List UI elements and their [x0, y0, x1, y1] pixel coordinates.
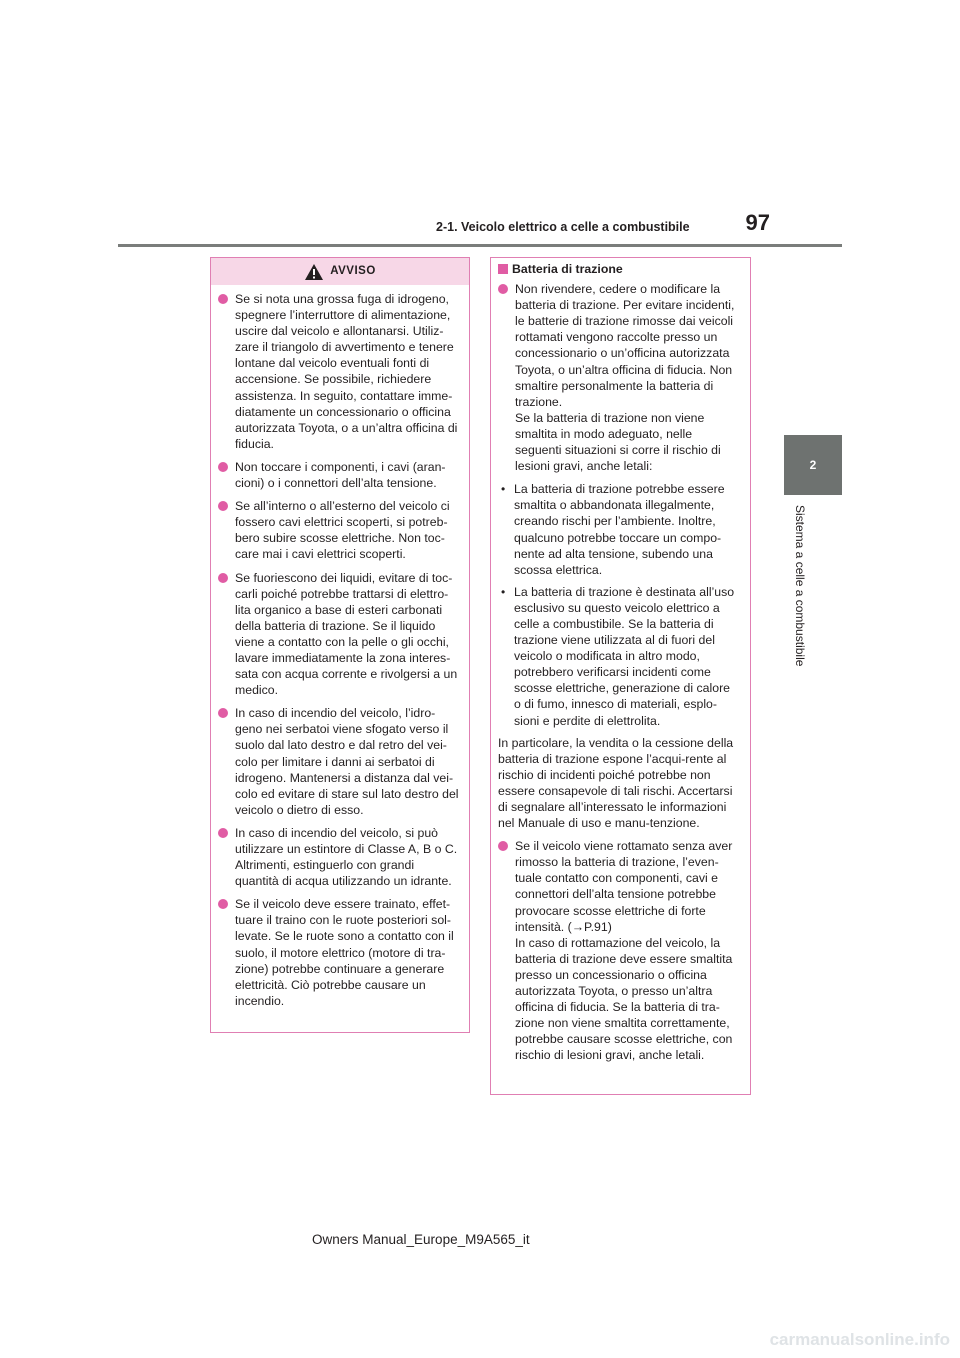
bullet-icon	[218, 828, 228, 838]
bullet-icon	[218, 573, 228, 583]
warning-item-text: Se all’interno o all’esterno del veicolo ci fossero cavi elettrici scoperti, si potreb-bero subire scosse elettriche. Non toc-care mai i cavi elettrici scoperti.	[235, 499, 450, 562]
traction-dot-item	[498, 481, 740, 578]
traction-paragraph: In particolare, la vendita o la cessione della batteria di trazione espone l’acqui-rente al rischio di incidenti poiché potrebbe non essere consapevole di tali rischi. Accertarsi di segnalare all’interessato le informazioni nel Manuale di uso e manu-tenzione.	[498, 735, 734, 831]
warning-heading: AVVISO	[330, 265, 376, 278]
section-title: 2-1. Veicolo elettrico a celle a combustibile	[436, 220, 690, 234]
traction-item-text: Se il veicolo viene rottamato senza aver rimosso la batteria di trazione, l’even-tuale contatto con componenti, cavi e connettori dell’alta tensione potrebbe provocare scosse elettriche di forte intensità. (→P.91)	[515, 839, 733, 934]
traction-dot-text: La batteria di trazione potrebbe essere smaltita o abbandonata illegalmente, creando rischi per l’ambiente. Inoltre, qualcuno potrebbe toccare un compo-nente ad alta tensione, subendo una scossa elettrica.	[514, 482, 725, 577]
bullet-icon	[218, 708, 228, 718]
traction-item-text: Non rivendere, cedere o modificare la batteria di trazione. Per evitare incidenti, le batterie di trazione rimosse dai veicoli rottamati vengono raccolte presso un concessionario o un’officina autorizzata Toyota, o un’altra officina di fiducia. Non smaltire personalmente la batteria di trazione.	[515, 282, 735, 409]
warning-item-text: In caso di incendio del veicolo, si può utilizzare un estintore di Classe A, B o C. Altrimenti, estinguerlo con grandi quantità di acqua utilizzando un idrante.	[235, 825, 458, 889]
warning-item	[218, 825, 459, 889]
page-number: 97	[745, 210, 770, 235]
warning-item-text: Se si nota una grossa fuga di idrogeno, spegnere l’interruttore di alimentazione, uscire dal veicolo e allontanarsi. Utiliz-zare il triangolo di avvertimento e tenere lontane dal veicolo eventuali fonti di accensione. Se possibile, richiedere assistenza. In seguito, contattare imme-diatamente un concessionario o officina autorizzata Toyota, o a un’altra officina di fiducia.	[235, 292, 458, 451]
traction-body	[491, 258, 750, 1077]
header-divider	[118, 244, 842, 247]
traction-item-text: Se la batteria di trazione non viene smaltita in modo adeguato, nelle seguenti situazioni si corre il rischio di lesioni gravi, anche letali:	[515, 410, 721, 474]
warning-item	[218, 896, 459, 1009]
dot-bullet-icon: •	[501, 584, 506, 599]
square-bullet-icon	[498, 264, 508, 274]
dot-bullet-icon: •	[501, 482, 506, 497]
warning-item	[218, 459, 459, 491]
bullet-icon	[218, 294, 228, 304]
warning-item	[218, 498, 459, 562]
bullet-icon	[498, 284, 508, 294]
warning-item-text: In caso di incendio del veicolo, l’idro-geno nei serbatoi viene sfogato verso il suolo dal lato destro e dal retro del vei-colo per limitare i danni ai serbatoi di idrogeno. Mantenersi a distanza dal vei-colo ed evitare di stare sul lato destro del veicolo o dietro di esso.	[235, 706, 459, 817]
warning-item	[218, 705, 459, 818]
bullet-icon	[218, 899, 228, 909]
bullet-icon	[218, 501, 228, 511]
warning-item-text: Se il veicolo deve essere trainato, effet-tuare il traino con le ruote posteriori sol-levate. Se le ruote sono a contatto con il suolo, il motore elettrico (motore di tra-zione) potrebbe continuare a generare elettricità. Ciò potrebbe causare un incendio.	[235, 897, 454, 1008]
warning-item	[218, 570, 459, 699]
warning-item-text: Se fuoriescono dei liquidi, evitare di toc-carli poiché potrebbe trattarsi di elettro-lita organico a base di esteri carbonati della batteria di trazione. Se il liquido viene a contatto con la pelle o gli occhi, lavare immediatamente la zona interes-sata con acqua corrente e rivolgersi a un medico.	[235, 570, 458, 698]
chapter-number: 2	[809, 458, 817, 472]
watermark: carmanualsonline.info	[769, 1330, 950, 1349]
traction-item-text: In caso di rottamazione del veicolo, la batteria di trazione deve essere smaltita presso un concessionario o officina autorizzata Toyota, o presso un’altra officina di fiducia. Se la batteria di tra-zione non viene smaltita correttamente, potrebbe causare scosse elettriche, con rischio di lesioni gravi, anche letali.	[515, 935, 733, 1063]
traction-heading-text: Batteria di trazione	[512, 262, 623, 276]
footer-text: Owners Manual_Europe_M9A565_it	[312, 1232, 530, 1247]
warning-triangle-icon	[304, 263, 324, 281]
chapter-tab	[784, 435, 842, 495]
chapter-title: Sistema a celle a combustibile	[793, 505, 807, 667]
bullet-icon	[218, 462, 228, 472]
warning-item-text: Non toccare i componenti, i cavi (aran-cioni) o i connettori dell’alta tensione.	[235, 459, 446, 491]
traction-item	[498, 281, 740, 474]
warning-header	[211, 258, 469, 285]
traction-dot-text: La batteria di trazione è destinata all’uso esclusivo su questo veicolo elettrico a celle a combustibile. Se la batteria di trazione viene utilizzata al di fuori del veicolo o modificata in altro modo, potrebbero verificarsi incidenti come scosse elettriche, generazione di calore o di fumo, innesco di materiali, esplo-sioni e perdite di elettrolita.	[514, 584, 735, 728]
warning-item	[218, 291, 459, 452]
traction-heading	[498, 261, 740, 277]
traction-dot-item	[498, 584, 740, 729]
warning-box	[210, 257, 470, 1033]
traction-battery-box	[490, 257, 751, 1095]
traction-item	[498, 838, 740, 1063]
warning-body	[211, 285, 469, 1022]
bullet-icon	[498, 841, 508, 851]
